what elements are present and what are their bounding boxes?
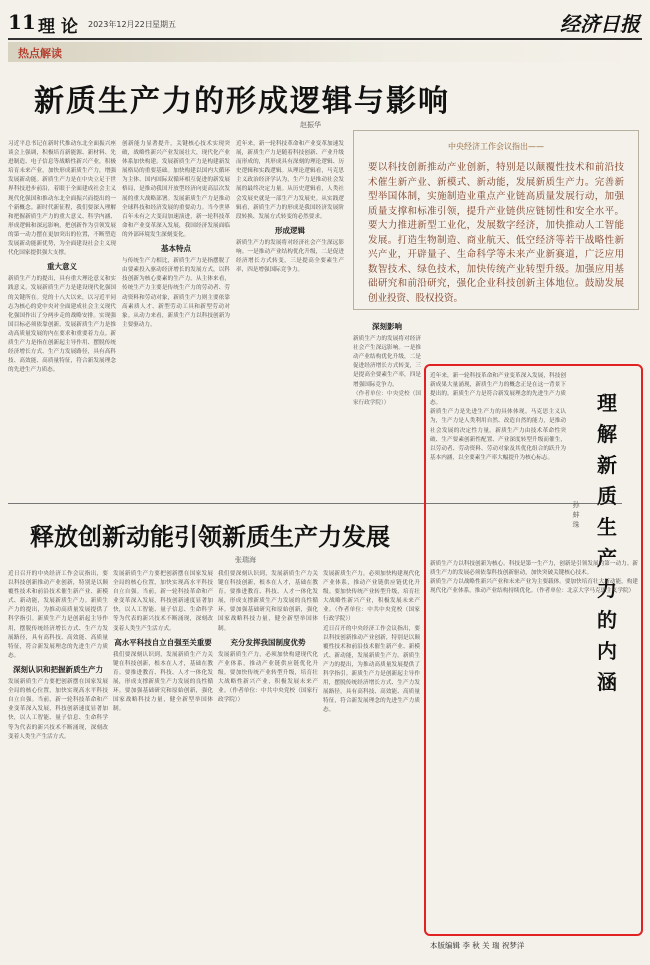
page-editors: 本版编辑 李 秋 关 瑞 祝梦洋 — [430, 941, 525, 950]
article2-paragraph: 发展新质生产力，必须加快构建现代化产业体系，推动产业链供应链优化升级。要加快传统产业转型升级，培育壮大战略性新兴产业，积极发展未来产业。（作者单位：中共中央党校（国家行政学院）） — [323, 571, 420, 623]
article1-paragraph: 新质生产力的发展将对经济社会产生深远影响。一是推动产业结构优化升级，二是促进经济增长方式转变，三是提高全要素生产率，四是增强国际竞争力。 — [236, 239, 344, 274]
article1-column-1 — [8, 140, 116, 495]
article1-paragraph: 创新能力显著提升，关键核心技术实现突破，战略性新兴产业发展壮大，现代化产业体系加快构建。发展新质生产力是构建新发展格局的重要基础。加快构建以国内大循环为主体、国内国际双循环相互促进的新发展格局，是推动我国开放型经济向更高层次发展的重大战略部署。发展新质生产力是推动全球科技和经济发展的重要动力。当今世界百年未有之大变局加速演进，新一轮科技革命和产业变革深入发展，我国经济发展面临的外部环境发生深刻变化。 — [122, 141, 230, 238]
article2-paragraph: 我们要深刻认识到，发展新质生产力关键在科技创新，根本在人才，基础在教育。要推进教育、科技、人才一体化发展，形成支撑新质生产力发展的良性循环。要加强基础研究和原始创新，强化国家战略科技力量，健全新型举国体制。 — [218, 571, 318, 632]
article2-title[interactable]: 释放创新动能引领新质生产力发展 — [30, 522, 390, 551]
article1-heading-features: 基本特点 — [161, 244, 191, 254]
quote-text: 要以科技创新推动产业创新，特别是以颠覆性技术和前沿技术催生新产业、新模式、新动能，发展新质生产力。完善新型举国体制，实施制造业重点产业链高质量发展行动，加强质量支撑和标准引领，提升产业链供应链韧性和安全水平。要大力推进新型工业化，发展数字经济，加快推动人工智能发展。打造生物制造、商业航天、低空经济等若干战略性新兴产业，开辟量子、生命科学等未来产业新赛道，广泛应用数智技术、绿色技术，加快传统产业转型升级。加强应用基础研究和前沿研究，强化企业科技创新主体地位。鼓励发展创业投资、股权投资。 — [368, 162, 624, 304]
article1-paragraph: 新质生产力的提出，具有重大理论意义和实践意义。发展新质生产力是建设现代化强国的关键所在。党的十八大以来，以习近平同志为核心的党中央对全面建成社会主义现代化强国作出了分两步走的战略安排。实现强国目标必须依靠创新。发展新质生产力是推动高质量发展的内在要求和重要着力点。新质生产力是指在创新起主导作用、摆脱传统经济增长方式、生产力发展路径，具有高科技、高效能、高质量特征，符合新发展理念的先进生产力质态。 — [8, 276, 116, 374]
article2-heading-selfreliance: 高水平科技自立自强至关重要 — [114, 637, 212, 647]
article2-paragraph: 我们要深刻认识到，发展新质生产力关键在科技创新，根本在人才，基础在教育。要推进教育、科技、人才一体化发展，形成支撑新质生产力发展的良性循环。要加强基础研究和原始创新，强化国家战略科技力量，健全新型举国体制。 — [113, 651, 213, 713]
article3-title[interactable]: 理解新质生产力的内涵 — [597, 391, 617, 694]
article2-paragraph: 近日召开的中央经济工作会议指出，要以科技创新推动产业创新，特别是以颠覆性技术和前沿技术催生新产业、新模式、新动能，发展新质生产力。新质生产力的提出，为推动高质量发展提供了科学指引。新质生产力是创新起主导作用，摆脱传统经济增长方式、生产力发展路径，具有高科技、高效能、高质量特征，符合新发展理念的先进生产力质态。 — [8, 571, 108, 659]
page-number: 11 — [8, 10, 36, 34]
topic-tag: 热点解读 — [18, 47, 62, 60]
article3-author: 孙 蚌 珠 — [572, 501, 580, 529]
article1-column-3 — [236, 140, 344, 495]
weekday: 星期五 — [152, 20, 176, 29]
article1-lead: 习近平总书记在新时代推动东北全面振兴座谈会上强调，积极培育新能源、新材料、先进制造、电子信息等战略性新兴产业，积极培育未来产业，加快形成新质生产力，增强发展新动能。新质生产力是在中央立足于世界科技进步前沿，着眼于全面建成社会主义现代化强国和推动东北全面振兴而提出的一个新概念。新时代新征程，我们要深入理解和把握新质生产力的重大意义、科学内涵、形成逻辑和深远影响，把创新作为引领发展的第一动力摆在更加突出的位置，不断塑造发展新动能新优势，为全面建设社会主义现代化国家提供强大支撑。 — [8, 141, 116, 257]
article3-paragraph: 近年来，新一轮科技革命和产业变革深入发展，科技创新成果大量涌现，新质生产力的概念正是在这一背景下提出的。新质生产力是符合新发展理念的先进生产力质态。 — [430, 373, 566, 407]
article1-heading-logic: 形成逻辑 — [275, 225, 305, 235]
quote-box — [353, 130, 639, 310]
article2-column-2 — [113, 570, 213, 955]
article2-column-4 — [323, 570, 420, 955]
topic-bar — [8, 42, 642, 62]
article1-column-2 — [122, 140, 230, 495]
issue-date: 2023年12月22日 — [88, 20, 153, 29]
article2-column-3 — [218, 570, 318, 955]
article3-column-1 — [430, 372, 566, 552]
header-rule — [8, 38, 642, 40]
article1-column-4 — [353, 318, 421, 498]
article3-column-2 — [430, 560, 638, 930]
article1-paragraph: 与传统生产力相比，新质生产力是指摆脱了由要素投入驱动经济增长的发展方式，以科技创新为核心要素的生产力。从主体来看，传统生产力主要是传统生产力的劳动者、劳动资料和劳动对象，新质生产力则主要依靠高素质人才、新型劳动工具和新型劳动对象。从动力来看，新质生产力以科技创新为主要驱动力。 — [122, 258, 230, 328]
article1-paragraph: 新质生产力的发展将对经济社会产生深远影响。一是推动产业结构优化升级，二是促进经济增长方式转变，三是提高全要素生产率，四是增强国际竞争力。 — [353, 336, 421, 388]
article1-paragraph: 近年来，新一轮科技革命和产业变革加速发展，新质生产力是随着科技创新、产业升级而形成的，其形成具有深刻的理论逻辑、历史逻辑和实践逻辑。从理论逻辑看，马克思主义政治经济学认为，生产力是推动社会发展的最终决定力量。从历史逻辑看，人类社会发展史就是一部生产力发展史。从实践逻辑看，新质生产力的形成是我国经济发展阶段转换、发展方式转变的必然要求。 — [236, 141, 344, 220]
article2-paragraph: 近日召开的中央经济工作会议指出，要以科技创新推动产业创新，特别是以颠覆性技术和前沿技术催生新产业、新模式、新动能，发展新质生产力。新质生产力的提出，为推动高质量发展提供了科学指引。新质生产力是创新起主导作用，摆脱传统经济增长方式、生产力发展路径，具有高科技、高效能、高质量特征，符合新发展理念的先进生产力质态。 — [323, 625, 420, 714]
article1-heading-significance: 重大意义 — [47, 262, 77, 272]
article1-source-note: （作者单位：中央党校（国家行政学院）） — [353, 390, 421, 406]
article3-paragraph: 新质生产力是先进生产力的具体体现。马克思主义认为，生产力是人类利用自然、改造自然的能力，是推动社会发展的决定性力量。新质生产力由技术革命性突破、生产要素创新性配置、产业深度转型升级而催生，以劳动者、劳动资料、劳动对象及其优化组合的跃升为基本内涵，以全要素生产率大幅提升为核心标志。 — [430, 409, 566, 461]
page-header — [8, 8, 644, 38]
quote-heading: 中央经济工作会议指出—— — [448, 142, 544, 151]
article2-column-1 — [8, 570, 108, 955]
newspaper-logo: 经济日报 — [560, 12, 640, 36]
article3-paragraph: 新质生产力以战略性新兴产业和未来产业为主要载体。要加快培育壮大新动能，构建现代化产业体系，推动产业结构持续优化。（作者单位：北京大学马克思主义学院） — [430, 579, 638, 595]
article1-author: 赵振华 — [300, 121, 321, 129]
article1-heading-impact: 深刻影响 — [372, 322, 402, 331]
article2-paragraph: 发展新质生产力要把创新摆在国家发展全局的核心位置，加快实现高水平科技自立自强。当前，新一轮科技革命和产业变革深入发展，科技创新速度显著加快，以人工智能、量子信息、生命科学等为代表的新兴技术不断涌现，深刻改变着人类生产生活方式。 — [8, 679, 108, 740]
article2-paragraph: 发展新质生产力，必须加快构建现代化产业体系，推动产业链供应链优化升级。要加快传统产业转型升级，培育壮大战略性新兴产业，积极发展未来产业。（作者单位：中共中央党校（国家行政学院）） — [218, 651, 318, 704]
section-name: 理 论 — [38, 17, 78, 37]
article2-author: 张瑞海 — [235, 556, 256, 564]
article2-paragraph: 发展新质生产力要把创新摆在国家发展全局的核心位置，加快实现高水平科技自立自强。当前，新一轮科技革命和产业变革深入发展，科技创新速度显著加快，以人工智能、量子信息、生命科学等为代表的新兴技术不断涌现，深刻改变着人类生产生活方式。 — [113, 571, 213, 632]
article2-heading-understand: 深刻认识和把握新质生产力 — [13, 664, 103, 674]
article3-paragraph: 新质生产力以科技创新为核心。科技是第一生产力，创新是引领发展的第一动力。新质生产力的发展必须依靠科技创新驱动，加快突破关键核心技术。 — [430, 561, 638, 577]
article1-title[interactable]: 新质生产力的形成逻辑与影响 — [34, 84, 450, 119]
article2-heading-system: 充分发挥我国制度优势 — [230, 637, 306, 647]
